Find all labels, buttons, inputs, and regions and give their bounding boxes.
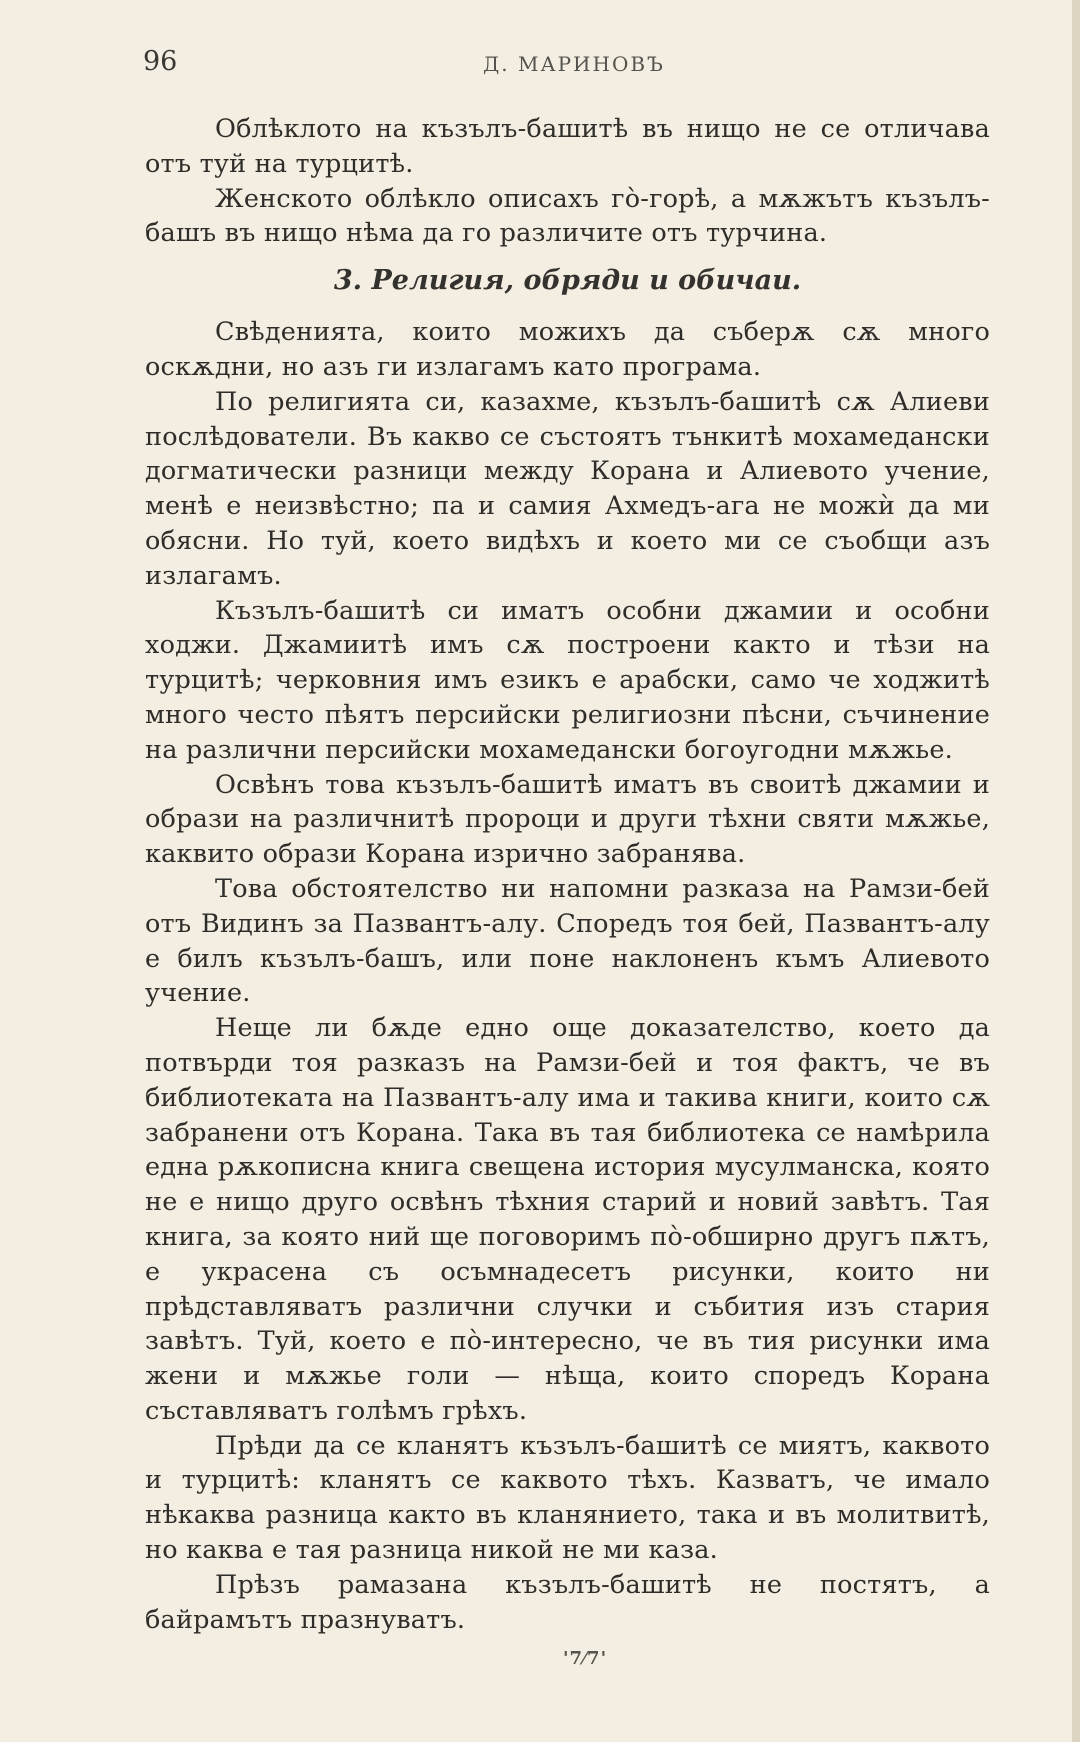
paragraph: Прѣзъ рамазана къзълъ-башитѣ не постятъ, а байрамътъ празнуватъ. (145, 1569, 990, 1635)
paragraph: Това обстоятелство ни напомни разказа на Рамзи-бей отъ Видинъ за Пазвантъ-алу. Споредъ тоя бей, Пазвантъ-алу е билъ къзълъ-башъ, или поне наклоненъ къмъ Алиевото учение. (145, 873, 990, 1009)
paragraph: Прѣди да се кланятъ къзълъ-башитѣ се миятъ, каквото и турцитѣ: кланятъ се каквото тѣхъ. Казватъ, че имало нѣкаква разница както въ кланянието, така и въ молитвитѣ, но каква е тая разница никой не ми каза. (145, 1430, 990, 1566)
paragraph: Къзълъ-башитѣ си иматъ особни джамии и особни ходжи. Джамиитѣ имъ сѫ построени както и тѣзи на турцитѣ; черковния имъ езикъ е арабски, само че ходжитѣ много често пѣятъ персийски религиозни пѣсни, съчинение на различни персийски мохамедански богоугодни мѫжье. (145, 595, 990, 765)
page-header (143, 46, 995, 86)
paragraph: Освѣнъ това къзълъ-башитѣ иматъ въ своитѣ джамии и образи на различнитѣ пророци и други тѣхни святи мѫжье, каквито образи Корана изрично забранява. (145, 769, 990, 870)
body-text (145, 112, 990, 1637)
paragraph: По религията си, казахме, къзълъ-башитѣ сѫ Алиеви послѣдователи. Въ какво се състоятъ тънкитѣ мохамедански догматически разници между Корана и Алиевото учение, менѣ е неизвѣстно; па и самия Ахмедъ-ага не можѝ да ми обясни. Но туй, което видѣхъ и което ми се съобщи азъ излагамъ. (145, 386, 990, 591)
page-number: 96 (143, 46, 178, 77)
paragraph: Неще ли бѫде едно още доказателство, което да потвърди тоя разказъ на Рамзи-бей и тоя фактъ, че въ библиотеката на Пазвантъ-алу има и такива книги, които сѫ забранени отъ Корана. Така въ тая библиотека се намѣрила една рѫкописна книга свещена история мусулманска, която не е нищо друго освѣнъ тѣхния старий и новий завѣтъ. Тая книга, за която ний ще поговоримъ по̀-обширно другъ пѫтъ, е украсена съ осъмнадесетъ рисунки, които ни прѣдставляватъ различни случки и събития изъ стария завѣтъ. Туй, което е по̀-интересно, че въ тия рисунки има жени и мѫжье голи — нѣща, които споредъ Корана съставляватъ голѣмъ грѣхъ. (145, 1013, 990, 1426)
running-head: Д. МАРИНОВЪ (483, 52, 665, 76)
page-edge-shadow (1072, 0, 1080, 1742)
section-title: 3. Религия, обряди и обичаи. (333, 265, 802, 297)
paragraph: Облѣклото на къзълъ-башитѣ въ нищо не се отличава отъ туй на турцитѣ. (145, 114, 990, 179)
printer-signature-mark: '7⁄7' (563, 1648, 608, 1669)
paragraph: Свѣденията, които можихъ да съберѫ сѫ много оскѫдни, но азъ ги излагамъ като програма. (145, 317, 990, 382)
paragraph: Женското облѣкло описахъ го̀-горѣ, а мѫжътъ къзълъ-башъ въ нищо нѣма да го различите отъ турчина. (145, 183, 990, 249)
